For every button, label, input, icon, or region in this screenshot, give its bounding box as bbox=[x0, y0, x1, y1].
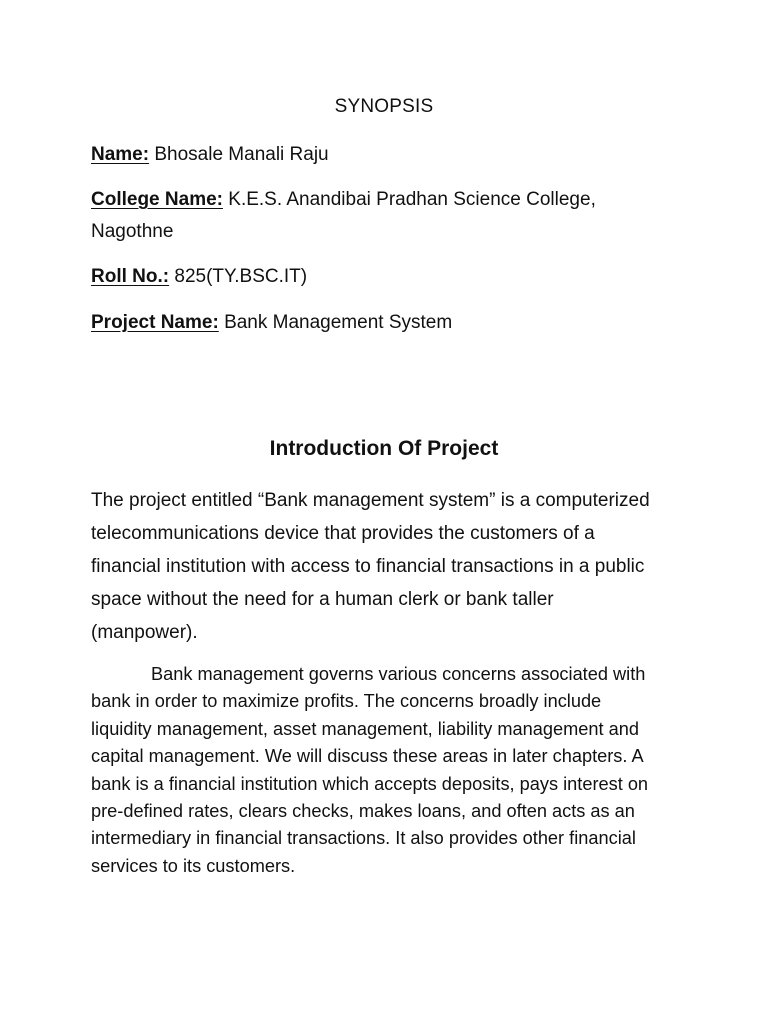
introduction-title: Introduction Of Project bbox=[269, 437, 499, 460]
college-name-field bbox=[91, 184, 651, 248]
project-name-field bbox=[91, 307, 651, 339]
college-name-label: College Name: bbox=[91, 189, 223, 210]
roll-no-field bbox=[91, 261, 651, 293]
bank-management-paragraph: Bank management governs various concerns associated with bank in order to maximize profits. The concerns broadly include liquidity management, asset management, liability management and capital management. We will discuss these areas in later chapters. A bank is a financial institution which accepts deposits, pays interest on pre-defined rates, clears checks, makes loans, and often acts as an intermediary in financial transactions. It also provides other financial services to its customers. bbox=[91, 664, 649, 876]
roll-no-label: Roll No.: bbox=[91, 266, 170, 287]
roll-no-value: 825(TY.BSC.IT) bbox=[174, 266, 308, 287]
college-name-value: K.E.S. Anandibai Pradhan Science College, Nagothne bbox=[91, 189, 596, 242]
project-name-label: Project Name: bbox=[91, 312, 219, 333]
name-field bbox=[91, 139, 651, 171]
synopsis-title: SYNOPSIS bbox=[334, 96, 434, 117]
project-name-value: Bank Management System bbox=[224, 312, 453, 333]
name-label: Name: bbox=[91, 144, 150, 165]
name-value: Bhosale Manali Raju bbox=[154, 144, 329, 165]
introduction-paragraph: The project entitled “Bank management system” is a computerized telecommunications device that provides the customers of a financial institution with access to financial transactions in a public space without the need for a human clerk or bank taller (manpower). bbox=[91, 490, 650, 643]
